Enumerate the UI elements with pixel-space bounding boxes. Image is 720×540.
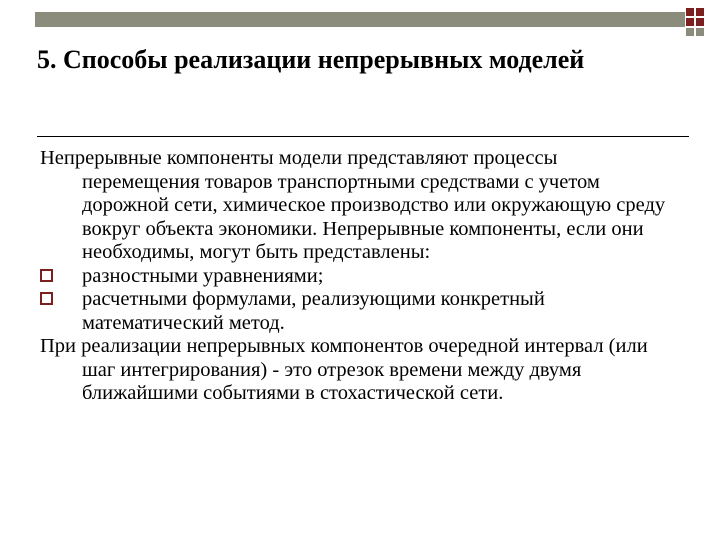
bullet-item — [40, 288, 680, 335]
bullet-text: разностными уравнениями; — [82, 264, 324, 287]
title-divider — [37, 136, 689, 137]
hollow-square-icon — [40, 292, 53, 305]
bullet-text: расчетными формулами, реализующими конкретный математический метод. — [82, 288, 545, 334]
hollow-square-icon — [40, 269, 53, 282]
intro-paragraph: Непрерывные компоненты модели представляют процессы перемещения товаров транспортными средствами с учетом дорожной сети, химическое производство или окружающую среду вокруг объекта экономики. Непрерывные компоненты, если они необходимы, могут быть представлены: — [40, 147, 666, 263]
bullet-item — [40, 265, 680, 289]
square-grid-icon — [686, 8, 710, 38]
closing-paragraph: При реализации непрерывных компонентов очередной интервал (или шаг интегрирования) - это отрезок времени между двумя ближайшими событиями в стохастической сети. — [40, 335, 648, 404]
slide-title: 5. Способы реализации непрерывных моделей — [37, 45, 585, 74]
top-decor-bar — [35, 12, 685, 27]
slide-body — [40, 147, 680, 406]
